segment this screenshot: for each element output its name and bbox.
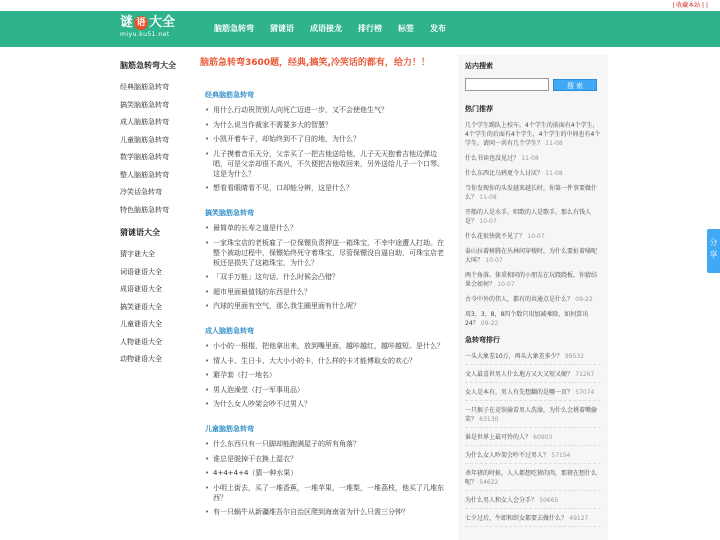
hot-item-title[interactable]: 什么书读也没见过？ xyxy=(465,155,520,162)
sidebar-link[interactable]: 成语谜语大全 xyxy=(120,285,162,293)
sidebar-link[interactable]: 数学脑筋急转弯 xyxy=(120,153,169,161)
rank-item-count: 60903 xyxy=(533,434,553,441)
question-list xyxy=(196,341,450,409)
rank-item-title[interactable]: 一头大象差10万，再头大象差多少？ xyxy=(465,353,563,360)
rank-item-count: 54622 xyxy=(479,479,499,486)
question-section xyxy=(196,89,450,193)
rank-item xyxy=(465,406,601,428)
question-link[interactable]: • 用什么行动祝贺别人向死亡迈进一步，又不会使他生气？ xyxy=(205,105,450,115)
site-logo[interactable] xyxy=(120,15,180,43)
question-link[interactable]: • 有一只蜗牛从新疆维吾尔自治区爬到海南省为什么只需三分钟？ xyxy=(205,507,450,517)
nav-item[interactable]: 发布 xyxy=(430,24,446,33)
hot-item-title[interactable]: 用3，3，8，8四个数只用加减乘除，如何算出24？ xyxy=(465,311,589,327)
bookmark-link[interactable]: | 收藏本站 | | xyxy=(672,2,708,9)
rank-item xyxy=(465,469,601,491)
rank-item-title[interactable]: 为什么女人吵架会吵不过男人？ xyxy=(465,452,550,459)
hot-item-title[interactable]: 几个学生踢队上校车。4个学生的前面有4个学生，4个学生的后面有4个学生，4个学生的中间也有4个学生。请问一共有几个学生？ xyxy=(465,122,601,147)
question-section xyxy=(196,325,450,409)
hot-item-title[interactable]: 当你发现你的头发越来越长时，你第一件事要做什么？ xyxy=(465,185,598,201)
hot-item xyxy=(465,184,601,202)
hot-item xyxy=(465,247,601,265)
nav-item[interactable]: 脑筋急转弯 xyxy=(214,24,254,33)
rank-title: 急转弯排行 xyxy=(465,336,500,344)
top-bookmark-bar xyxy=(0,0,720,11)
hot-item xyxy=(465,169,601,178)
question-link[interactable]: • 避孕套（打一地名） xyxy=(205,370,450,380)
hot-item xyxy=(465,208,601,226)
section-title[interactable]: 经典脑筋急转弯 xyxy=(205,91,254,99)
sidebar-link[interactable]: 整人脑筋急转弯 xyxy=(120,170,169,179)
question-link[interactable]: • 想看看眼睛看不见，口却能分辨，这是什么？ xyxy=(205,183,450,193)
hot-item-date: 09-22 xyxy=(480,320,499,327)
question-list xyxy=(196,223,450,311)
sidebar-link[interactable]: 儿童谜语大全 xyxy=(120,320,162,328)
rank-item xyxy=(465,514,601,527)
hot-item-title[interactable]: 古今中外的伟人，都有的共通点是什么？ xyxy=(465,296,574,303)
hot-item-title[interactable]: 开船的人是水手，唱歌的人是歌手，那么有钱人是？ xyxy=(465,209,592,225)
main-navigation xyxy=(0,11,720,47)
rank-item-title[interactable]: 一只猴子在竞馆偷看男人洗澡，为什么会挑着嘴偷笑？ xyxy=(465,407,598,423)
question-link[interactable]: • 什么东西只有一只脚却能跑满屋子的所有角落？ xyxy=(205,439,450,449)
sidebar-link[interactable]: 冷笑话急转弯 xyxy=(120,188,162,196)
question-link[interactable]: • 一家珠宝店的老板雇了一位保镖负责押送一箱珠宝，不幸中途遭人打劫。在整个被劫过程中，保镖始终死守着珠宝，尽管保镖没自逼自助，可珠宝店老板还是损失了这箱珠宝，为什么？ xyxy=(205,238,450,268)
rank-item-count: 63130 xyxy=(479,416,499,423)
rank-item xyxy=(465,370,601,383)
section-title[interactable]: 成人脑筋急转弯 xyxy=(205,327,254,335)
rank-item xyxy=(465,433,601,446)
question-list xyxy=(196,105,450,193)
hot-item-date: 11-08 xyxy=(545,140,563,147)
share-label-a: 分 xyxy=(709,238,718,247)
question-section xyxy=(196,423,450,517)
rank-item-count: 71267 xyxy=(575,371,595,378)
question-link[interactable]: • 最简单的长寿之道是什么？ xyxy=(205,223,450,233)
question-link[interactable]: • 汽球的里面有空气，那么我生圈里面有什么呢？ xyxy=(205,301,450,311)
hot-item xyxy=(465,154,601,163)
sidebar-link[interactable]: 搞笑脑筋急转弯 xyxy=(120,100,169,109)
hot-item-title[interactable]: 什么花很快就不见了？ xyxy=(465,233,526,240)
sidebar-link[interactable]: 搞笑谜语大全 xyxy=(120,302,162,311)
logo-text-b: 大全 xyxy=(149,15,176,30)
hot-item-date: 10-07 xyxy=(485,257,503,264)
hot-item xyxy=(465,295,601,304)
nav-item[interactable]: 成语接龙 xyxy=(310,24,342,33)
rank-item-title[interactable]: 女人是本有，男人有先想翻的是哪一页？ xyxy=(465,389,574,396)
question-link[interactable]: • 小明上街去，买了一堆香蕉，一堆苹果，一堆梨，一堆荔枝，他买了几堆东西？ xyxy=(205,483,450,503)
question-link[interactable]: • 小凯开着车子，却始终到不了目的地，为什么？ xyxy=(205,134,450,144)
logo-badge: 语 xyxy=(134,16,148,30)
rank-item-title[interactable]: 文人最喜世男人什么地方又大又短又硬？ xyxy=(465,371,574,378)
section-title[interactable]: 搞笑脑筋急转弯 xyxy=(205,209,254,217)
rank-item-count: 50665 xyxy=(539,497,559,504)
question-link[interactable]: • 儿子摸着音乐天分，父亲买了一把吉他送给他，儿子天天抱着吉他边弹边唱，可是父亲却很不高兴，不久便把吉他收回来，另外送给儿子一个口琴。这是为什么？ xyxy=(205,149,450,179)
hot-item-date: 10-07 xyxy=(479,218,497,225)
hot-title: 热门推荐 xyxy=(465,105,493,113)
question-link[interactable]: • 「双手万能」这句话，什么时候会凸错？ xyxy=(205,272,450,282)
right-sidebar xyxy=(458,55,608,540)
hot-item-date: 11-08 xyxy=(545,170,563,177)
question-link[interactable]: • 4+4+4+4（猜一种水果） xyxy=(205,468,450,478)
page-title: 脑筋急转弯3600题，经典,搞笑,冷笑话的都有，给力！！ xyxy=(200,58,430,68)
section-title[interactable]: 儿童脑筋急转弯 xyxy=(205,425,254,433)
rank-item xyxy=(465,451,601,464)
rank-item-title[interactable]: 为什么男人和女人会分手？ xyxy=(465,497,538,504)
rank-item-title[interactable]: 谁是世界上最可怜的人？ xyxy=(465,434,532,441)
sidebar-link[interactable]: 人物谜语大全 xyxy=(120,337,162,346)
sidebar-group-title: 猜谜语大全 xyxy=(120,228,160,237)
hot-item-title[interactable]: 泰山拉着树腾在丛林间穿梭时，为什么要扯着嗓呢大叫？ xyxy=(465,248,598,264)
hot-item xyxy=(465,271,601,289)
question-link[interactable]: • 男人泡澡堂（打一军事用品） xyxy=(205,385,450,395)
hot-item xyxy=(465,232,601,241)
question-link[interactable]: • 谁总是脱掉干衣换上湿衣？ xyxy=(205,454,450,464)
logo-text-a: 谜 xyxy=(120,15,134,30)
question-link[interactable]: • 情人卡、生日卡、大大小小的卡，什么样的卡才能博取女的欢心？ xyxy=(205,356,450,366)
hot-item-date: 10-07 xyxy=(497,281,515,288)
hot-item-date: 09-22 xyxy=(575,296,593,303)
nav-item[interactable]: 排行榜 xyxy=(358,24,382,33)
share-label-b: 享 xyxy=(709,250,718,259)
search-input[interactable] xyxy=(465,78,549,91)
sidebar-link[interactable]: 成人脑筋急转弯 xyxy=(120,118,169,126)
rank-item xyxy=(465,388,601,401)
main-content xyxy=(196,55,450,523)
search-title: 站内搜索 xyxy=(465,62,493,70)
question-link[interactable]: • 为什么说当作裁家不需要多大的智慧？ xyxy=(205,120,450,130)
hot-item-title[interactable]: 什么东西比乌鸦更令人讨厌？ xyxy=(465,170,544,177)
share-button[interactable] xyxy=(707,229,720,273)
left-sidebar xyxy=(120,60,190,371)
question-link[interactable]: • 超市里面最值钱的东西是什么？ xyxy=(205,287,450,297)
sidebar-link[interactable]: 儿童脑筋急转弯 xyxy=(120,135,169,144)
rank-item xyxy=(465,352,601,365)
hot-item-date: 11-08 xyxy=(521,155,539,162)
sidebar-link[interactable]: 经典脑筋急转弯 xyxy=(120,83,169,91)
rank-item-title[interactable]: 七夕过后，牛郎和织女都要去做什么？ xyxy=(465,515,568,522)
question-section xyxy=(196,207,450,311)
nav-item[interactable]: 标签 xyxy=(398,24,414,33)
rank-item-count: 99532 xyxy=(564,353,584,360)
question-list xyxy=(196,439,450,517)
hot-item-date: 10-07 xyxy=(527,233,545,240)
rank-item-count: 57154 xyxy=(551,452,571,459)
logo-url: miyu.ku51.net xyxy=(120,31,170,38)
search-button[interactable]: 搜 索 xyxy=(553,79,597,91)
sidebar-link[interactable]: 词语谜语大全 xyxy=(120,267,162,276)
hot-item-title[interactable]: 两个角落。体重相同的小朋友在玩跷跷板，你猜结果会如何？ xyxy=(465,272,598,288)
question-link[interactable]: • 小小的一根棍，把他拿出来，放到嘴里面，越咔越红，越咔越短。是什么？ xyxy=(205,341,450,351)
hot-item-date: 11-08 xyxy=(479,194,497,201)
sidebar-link[interactable]: 动物谜语大全 xyxy=(120,355,162,363)
rank-item-count: 57074 xyxy=(575,389,595,396)
hot-item xyxy=(465,310,601,328)
hot-item xyxy=(465,121,601,148)
sidebar-link[interactable]: 猜字谜大全 xyxy=(120,250,155,258)
rank-item-title[interactable]: 杀年猪的时候，人人都想吃猪的肉，那猪在想什么呢？ xyxy=(465,470,598,486)
rank-item-count: 49127 xyxy=(569,515,589,522)
question-link[interactable]: • 为什么女人吵架会吵不过男人？ xyxy=(205,399,450,409)
nav-item[interactable]: 猜谜语 xyxy=(270,24,294,33)
sidebar-group-title: 脑筋急转弯大全 xyxy=(120,61,176,70)
rank-item xyxy=(465,496,601,509)
sidebar-link[interactable]: 特色脑筋急转弯 xyxy=(120,205,169,214)
